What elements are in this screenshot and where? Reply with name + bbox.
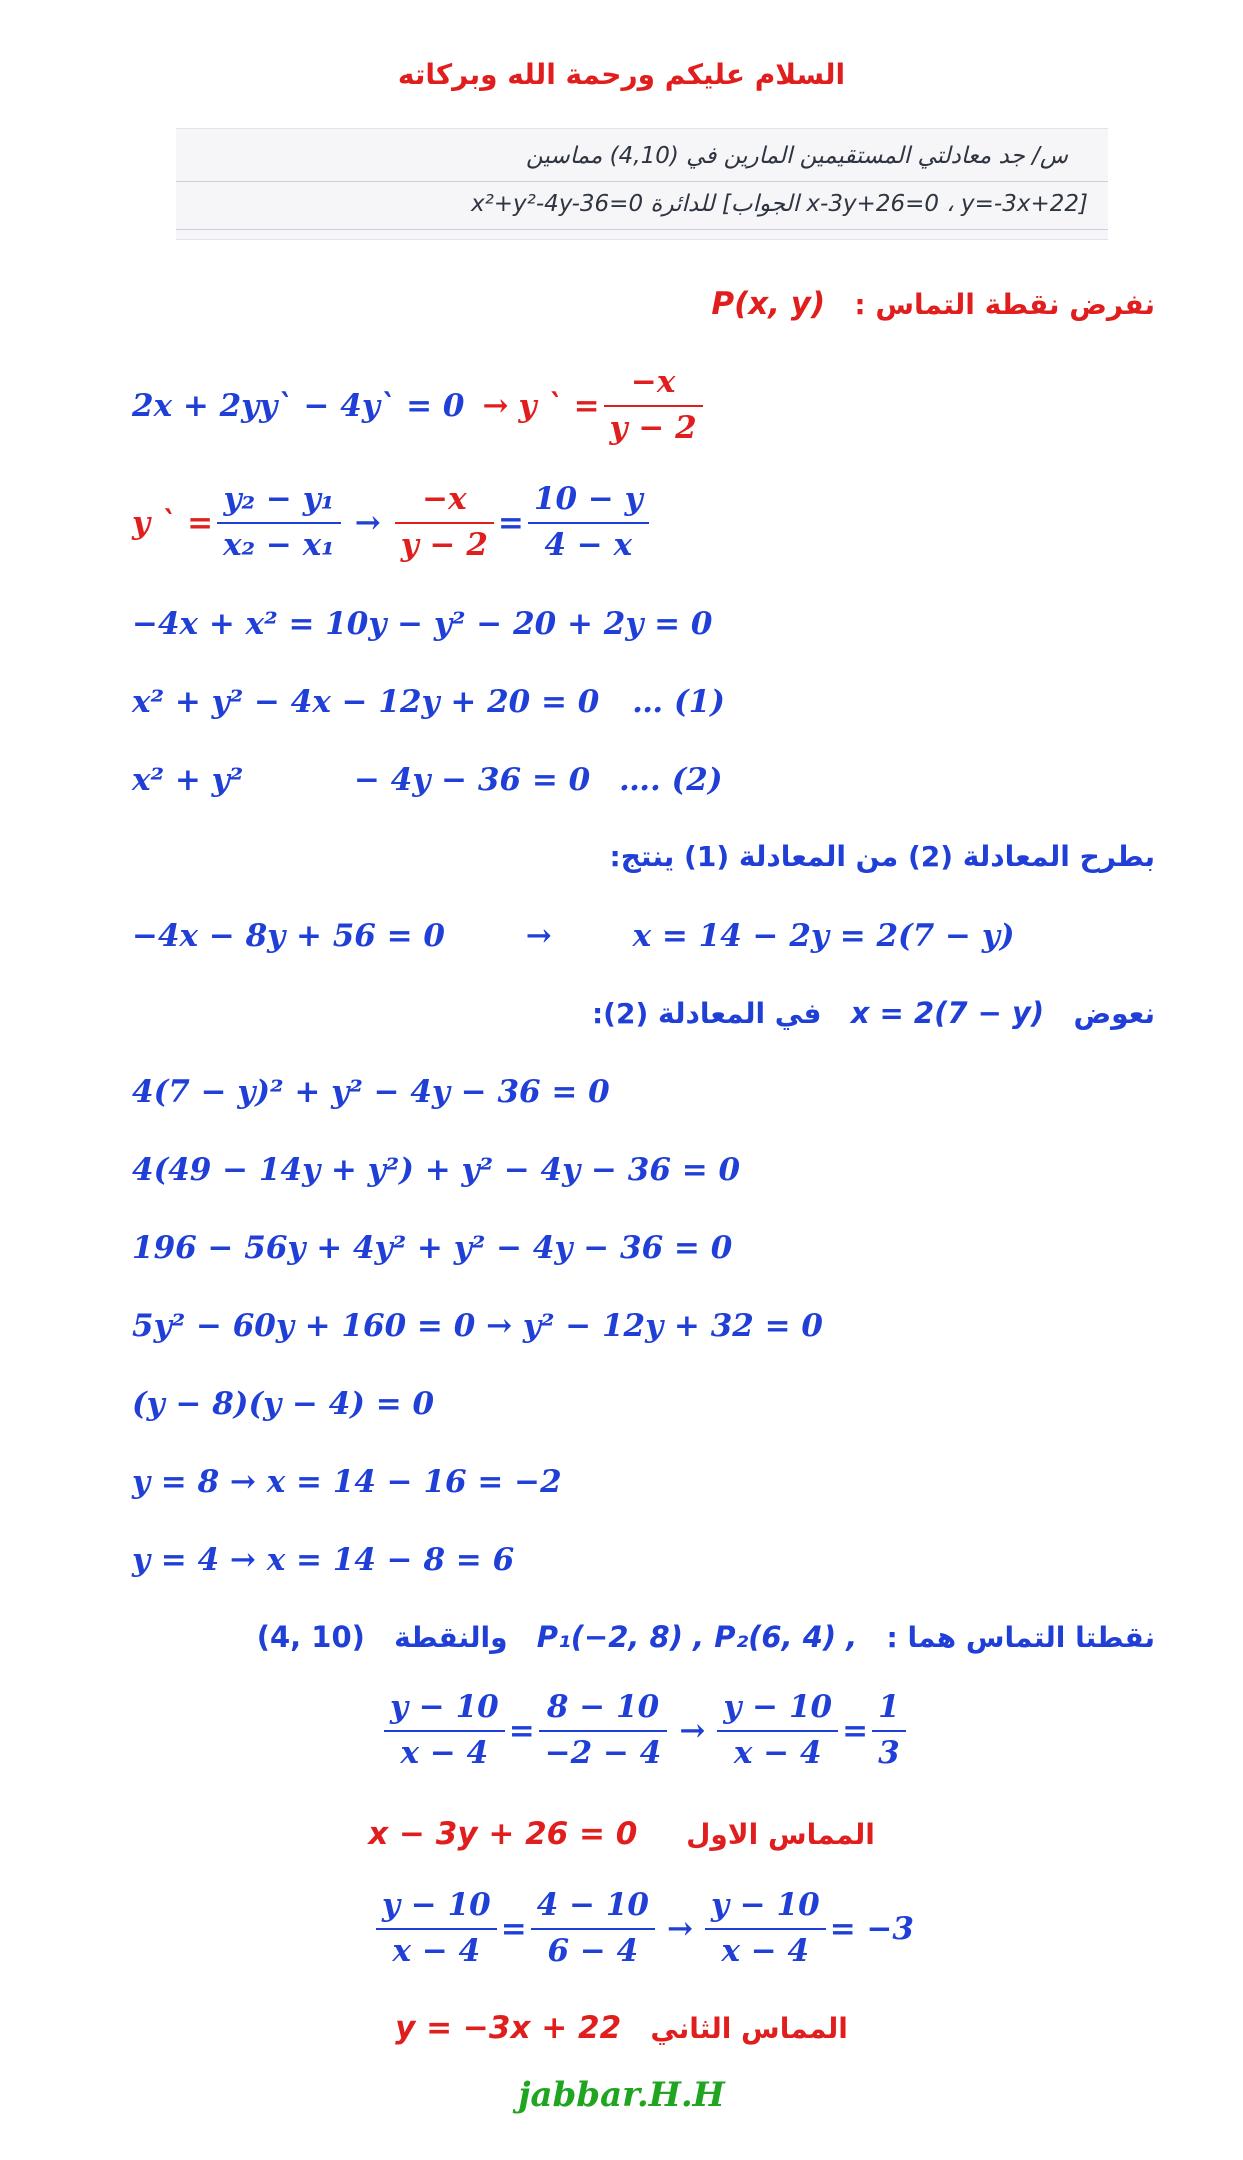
derivative-line: [132, 365, 707, 446]
slope-arrow: →: [354, 504, 381, 541]
t1-f3-num: y − 10: [717, 1690, 838, 1732]
substitute-instruction: [592, 996, 1155, 1030]
t1-f3-den: x − 4: [733, 1734, 822, 1771]
equation-1-tag: … (1): [632, 684, 725, 720]
slope-equals: =: [497, 504, 524, 541]
t2-f2-num: 4 − 10: [531, 1888, 655, 1930]
t2-f1-den: x − 4: [392, 1932, 481, 1969]
subtract-result-arrow: →: [525, 918, 552, 954]
t2-fraction-1: [376, 1888, 497, 1969]
tangent-points-values: P₁(−2, 8) , P₂(6, 4) ,: [536, 1620, 858, 1654]
t1-r-den: 3: [878, 1734, 900, 1771]
t2-fraction-3: [705, 1888, 826, 1969]
substitute-post: في المعادلة (2):: [591, 997, 822, 1030]
subtract-result-lhs: −4x − 8y + 56 = 0: [132, 918, 445, 954]
substitute-expr: x = 2(7 − y): [850, 996, 1045, 1030]
t1-f2-den: −2 − 4: [544, 1734, 662, 1771]
tangent-1-equation: x − 3y + 26 = 0: [368, 1816, 638, 1852]
step-1: 4(7 − y)² + y² − 4y − 36 = 0: [132, 1074, 610, 1110]
derivative-fraction: [604, 365, 703, 446]
equation-1: [132, 684, 725, 720]
slope-fraction-1: [217, 482, 341, 563]
step-3: 196 − 56y + 4y² + y² − 4y − 36 = 0: [132, 1230, 733, 1266]
t2-f1-num: y − 10: [376, 1888, 497, 1930]
t1-r-num: 1: [872, 1690, 906, 1732]
step-2: 4(49 − 14y + y²) + y² − 4y − 36 = 0: [132, 1152, 741, 1188]
t1-f1-num: y − 10: [384, 1690, 505, 1732]
derivative-arrow: →: [482, 387, 509, 424]
slope-f3-num: 10 − y: [528, 482, 649, 524]
slope-f1-den: x₂ − x₁: [223, 526, 335, 563]
slope-yprime: y ` =: [132, 504, 214, 541]
question-line-1: س/ جد معادلتي المستقيمين المارين في (4,10) مماسين: [526, 143, 1068, 169]
substitute-pre: نعوض: [1073, 997, 1155, 1030]
derivative-lhs: 2x + 2yy` − 4y` = 0: [132, 387, 465, 424]
tangent-1-label: المماس الاول: [686, 1818, 875, 1851]
tangent-points-line: [257, 1620, 1155, 1654]
equation-2-lhs: x² + y²: [132, 762, 244, 798]
slope-f1-num: y₂ − y₁: [217, 482, 341, 524]
derivative-yprime: y ` =: [518, 387, 600, 424]
slope-fraction-3: [528, 482, 649, 563]
derivative-den: y − 2: [609, 409, 697, 446]
slope-fraction-2: [395, 482, 494, 563]
question-scan: [176, 128, 1108, 240]
tangent-points-label: نقطتا التماس هما :: [886, 1621, 1155, 1654]
t1-arrow: →: [679, 1712, 706, 1749]
equation-2-rhs: − 4y − 36 = 0: [354, 762, 591, 798]
slope-f3-den: 4 − x: [544, 526, 633, 563]
derivative-num: −x: [604, 365, 703, 407]
subtract-result-rhs: x = 14 − 2y = 2(7 − y): [632, 918, 1015, 954]
t2-fraction-2: [531, 1888, 655, 1969]
greeting: السلام عليكم ورحمة الله وبركاته: [397, 58, 846, 91]
t2-f3-den: x − 4: [721, 1932, 810, 1969]
subtract-instruction: بطرح المعادلة (2) من المعادلة (1) ينتج:: [609, 840, 1155, 873]
tangent-2-label: المماس الثاني: [650, 2012, 848, 2045]
equation-2: [132, 762, 723, 798]
equation-a: −4x + x² = 10y − y² − 20 + 2y = 0: [132, 606, 713, 642]
slope-f2-num: −x: [395, 482, 494, 524]
equation-1-expr: x² + y² − 4x − 12y + 20 = 0: [132, 684, 600, 720]
tangent-points-external: (4, 10): [256, 1620, 365, 1654]
assume-line: [711, 286, 1155, 322]
tangent-1-line: [0, 1816, 1243, 1852]
assume-point: P(x, y): [711, 286, 826, 322]
t1-fraction-2: [539, 1690, 668, 1771]
t2-f3-num: y − 10: [705, 1888, 826, 1930]
tangent-2-line: [0, 2010, 1243, 2046]
question-line-2: [x-3y+26=0 ، y=-3x+22 الجواب] للدائرة x²+y²-4y-36=0: [470, 191, 1088, 217]
step-5: (y − 8)(y − 4) = 0: [132, 1386, 435, 1422]
tangent-points-and: والنقطة: [394, 1621, 508, 1654]
step-7: y = 4 → x = 14 − 8 = 6: [132, 1542, 515, 1578]
assume-label: نفرض نقطة التماس :: [854, 288, 1155, 321]
t1-f1-den: x − 4: [400, 1734, 489, 1771]
tangent-1-slope: $\frac{y - 10}{x - 4}$ = $\frac{8 - 10}{-2 - 4}$ → $\frac{y - 10}{x - 4}$ = $\frac{1}{3}$: [380, 1690, 910, 1771]
t1-result-fraction: [872, 1690, 906, 1771]
t2-f2-den: 6 − 4: [547, 1932, 639, 1969]
step-4: 5y² − 60y + 160 = 0 → y² − 12y + 32 = 0: [132, 1308, 823, 1344]
slope-f2-den: y − 2: [400, 526, 488, 563]
t1-fraction-3: [717, 1690, 838, 1771]
t1-fraction-1: [384, 1690, 505, 1771]
slope-line: [132, 482, 653, 563]
subtract-result: [132, 918, 1015, 954]
t2-result: = −3: [829, 1910, 914, 1947]
step-6: y = 8 → x = 14 − 16 = −2: [132, 1464, 562, 1500]
t2-arrow: →: [666, 1910, 693, 1947]
tangent-2-slope: $\frac{y - 10}{x - 4}$ = $\frac{4 - 10}{6 - 4}$ → $\frac{y - 10}{x - 4}$ = −3: [372, 1888, 914, 1969]
t1-f2-num: 8 − 10: [539, 1690, 668, 1732]
author-signature: jabbar.H.H: [518, 2075, 725, 2115]
equation-2-tag: …. (2): [619, 762, 723, 798]
tangent-2-equation: y = −3x + 22: [395, 2010, 622, 2046]
